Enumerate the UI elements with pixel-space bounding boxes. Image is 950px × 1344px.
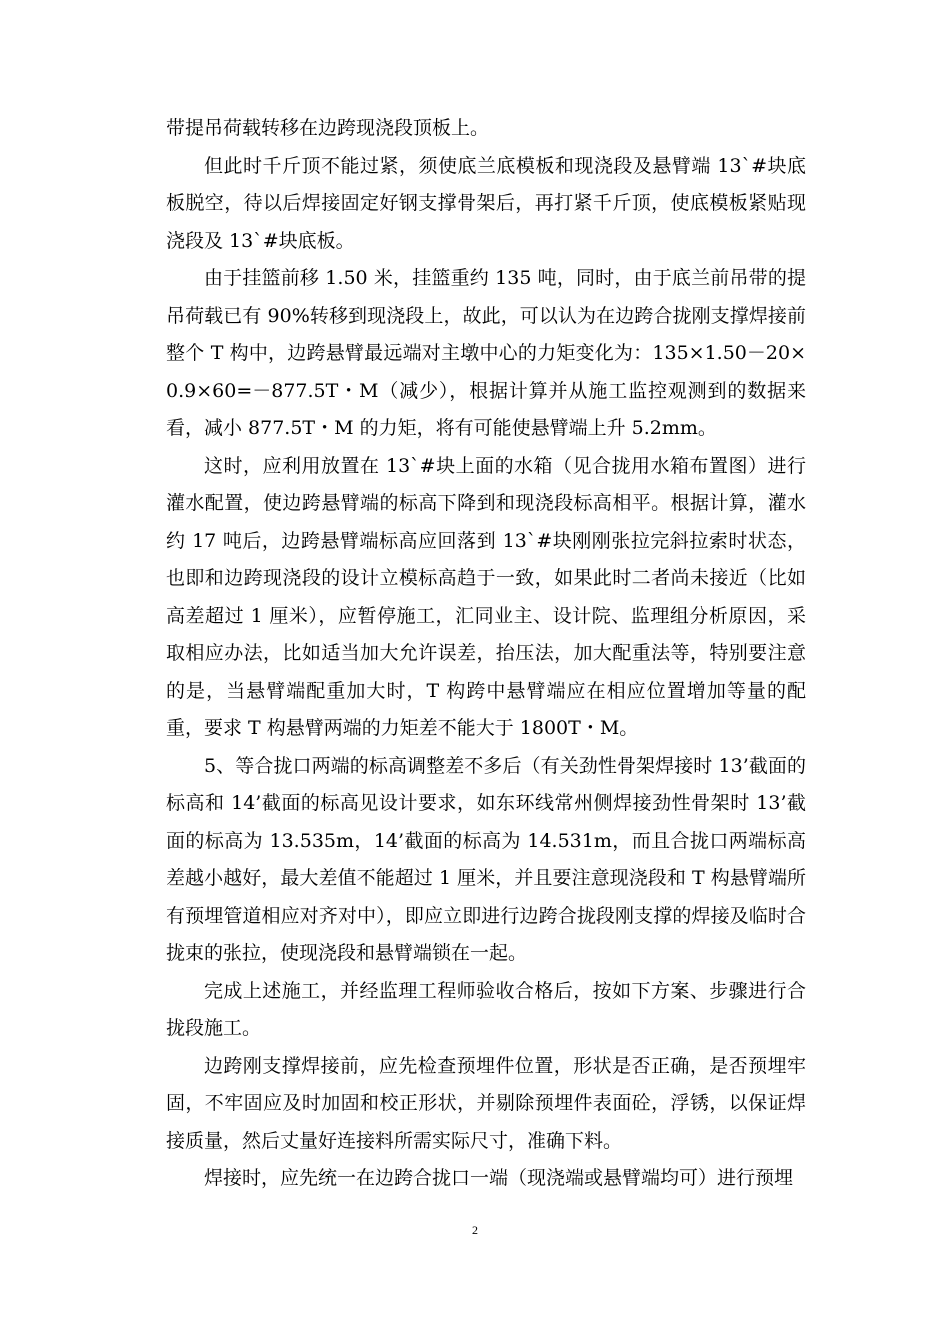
paragraph-7: 边跨刚支撑焊接前，应先检查预埋件位置，形状是否正确，是否预埋牢固，不牢固应及时加固和校正形状，并剔除预埋件表面砼，浮锈，以保证焊接质量，然后丈量好连接料所需实际尺寸，准确下料。 (166, 1054, 806, 1152)
paragraph-4: 这时，应利用放置在 13`#块上面的水箱（见合拢用水箱布置图）进行灌水配置，使边跨悬臂端的标高下降到和现浇段标高相平。根据计算，灌水约 17 吨后，边跨悬臂端标高应回落到 13`#块刚刚张拉完斜拉索时状态，也即和边跨现浇段的设计立模标高趋于一致，如果此时二者尚未接近（比如高差超过 1 厘米），应暂停施工，汇同业主、设计院、监理组分析原因，采取相应办法，比如适当加大允许误差，抬压法，加大配重法等，特别要注意的是，当悬臂端配重加大时，T 构跨中悬臂端应在相应位置增加等量的配重，要求 T 构悬臂两端的力矩差不能大于 1800T・M。 (166, 454, 806, 739)
document-body (166, 110, 806, 1198)
paragraph-1: 带提吊荷载转移在边跨现浇段顶板上。 (166, 117, 490, 139)
page-number: 2 (472, 1223, 478, 1237)
paragraph-8: 焊接时，应先统一在边跨合拢口一端（现浇端或悬臂端均可）进行预埋 (204, 1167, 794, 1189)
paragraph-3: 由于挂篮前移 1.50 米，挂篮重约 135 吨，同时，由于底兰前吊带的提吊荷载已有 90%转移到现浇段上，故此，可以认为在边跨合拢刚支撑焊接前整个 T 构中，边跨悬臂最远端对主墩中心的力矩变化为：135×1.50－20×0.9×60=－877.5T・M（减少），根据计算并从施工监控观测到的数据来看，减小 877.5T・M 的力矩，将有可能使悬臂端上升 5.2mm。 (166, 267, 806, 439)
paragraph-2: 但此时千斤顶不能过紧，须使底兰底模板和现浇段及悬臂端 13`#块底板脱空，待以后焊接固定好钢支撑骨架后，再打紧千斤顶，使底模板紧贴现浇段及 13`#块底板。 (166, 154, 806, 252)
paragraph-5: 5、等合拢口两端的标高调整差不多后（有关劲性骨架焊接时 13’截面的标高和 14’截面的标高见设计要求，如东环线常州侧焊接劲性骨架时 13’截面的标高为 13.535m，14’截面的标高为 14.531m，而且合拢口两端标高差越小越好，最大差值不能超过 1 厘米，并且要注意现浇段和 T 构悬臂端所有预埋管道相应对齐对中），即应立即进行边跨合拢段刚支撑的焊接及临时合拢束的张拉，使现浇段和悬臂端锁在一起。 (166, 754, 806, 964)
paragraph-6: 完成上述施工，并经监理工程师验收合格后，按如下方案、步骤进行合拢段施工。 (166, 979, 806, 1039)
